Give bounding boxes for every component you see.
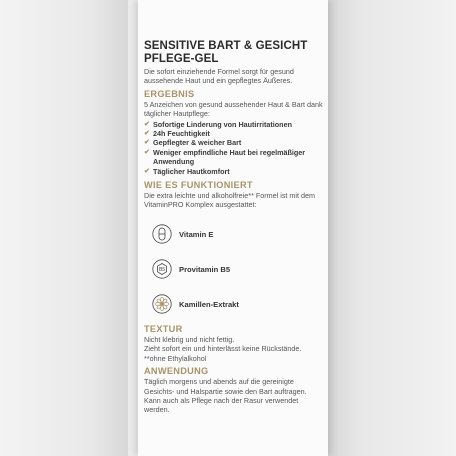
list-item-label: Täglicher Hautkomfort (153, 166, 230, 176)
list-item (144, 148, 324, 167)
list-item (144, 120, 324, 129)
ergebnis-heading: ERGEBNIS (144, 88, 195, 99)
chamomile-flower-icon (152, 294, 172, 314)
anwendung-heading: ANWENDUNG (144, 366, 209, 377)
ergebnis-text: 5 Anzeichen von gesund aussehender Haut & Bart dank täglicher Hautpflege: (144, 99, 323, 119)
capsule-icon (152, 224, 172, 244)
product-label-panel (138, 0, 328, 456)
list-item (144, 138, 324, 147)
checkmark-icon: ✔ (144, 130, 150, 138)
ingredient-label: Vitamin E (179, 229, 214, 239)
checkmark-icon: ✔ (144, 139, 150, 147)
ergebnis-list (144, 120, 324, 176)
ingredient-kamillen (144, 289, 324, 320)
product-title: SENSITIVE BART & GESICHT PFLEGE-GEL (144, 40, 308, 65)
ingredient-vitamin-e (144, 219, 324, 250)
checkmark-icon: ✔ (144, 120, 150, 128)
funktion-heading: WIE ES FUNKTIONIERT (144, 180, 253, 191)
textur-line: Nicht klebrig und nicht fettig. (144, 334, 235, 344)
list-item-label: Sofortige Linderung von Hautirritationen (153, 119, 292, 129)
svg-text:B5: B5 (158, 267, 166, 274)
textur-line: Zieht sofort ein und hinterlässt keine Rückstände. (144, 344, 302, 354)
list-item-label: Gepflegter & weicher Bart (153, 138, 242, 148)
ingredient-provitamin-b5 (144, 254, 324, 285)
ingredient-label: Provitamin B5 (179, 264, 231, 274)
list-item (144, 129, 324, 138)
textur-footnote: **ohne Ethylalkohol (144, 353, 207, 363)
anwendung-line: Täglich morgens und abends auf die gereinigte Gesichts- und Halspartie sowie den Bart auftragen. (144, 377, 307, 396)
background-left (0, 0, 128, 456)
list-item-label: 24h Feuchtigkeit (153, 129, 210, 139)
anwendung-line: Kann auch als Pflege nach der Rasur verwendet werden. (144, 395, 299, 415)
ingredient-label: Kamillen-Extrakt (179, 299, 239, 309)
funktion-text: Die extra leichte und alkoholfreie** Formel ist mit dem VitaminPRO Komplex ausgestattet: (144, 191, 315, 210)
product-intro: Die sofort einziehende Formel sorgt für gesund aussehende Haut und ein gepflegtes Äußeres. (144, 67, 294, 86)
b5-molecule-icon (152, 259, 172, 279)
list-item-label: Weniger empfindliche Haut bei regelmäßiger Anwendung (153, 147, 306, 167)
checkmark-icon: ✔ (144, 148, 150, 156)
checkmark-icon: ✔ (144, 167, 150, 175)
background-right (328, 0, 456, 456)
list-item (144, 167, 324, 176)
textur-heading: TEXTUR (144, 323, 183, 334)
label-content (144, 40, 324, 415)
